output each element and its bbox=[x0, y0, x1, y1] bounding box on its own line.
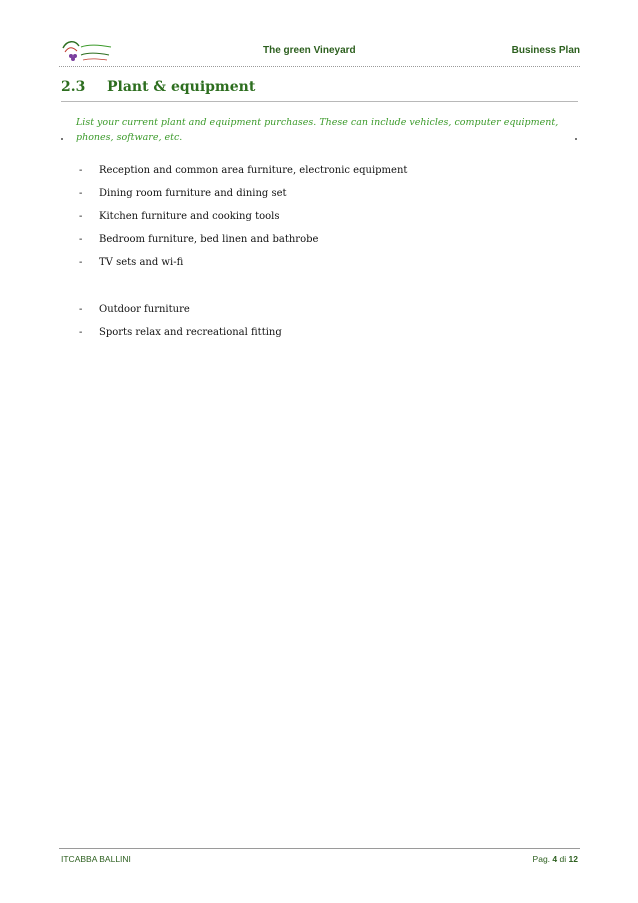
list-item-text: Sports relax and recreational fitting bbox=[99, 327, 282, 338]
page-total: 12 bbox=[568, 854, 578, 864]
bullet-dash: - bbox=[79, 211, 83, 222]
list-item bbox=[79, 325, 559, 348]
bullet-dash: - bbox=[79, 327, 83, 338]
section-number: 2.3 bbox=[61, 79, 86, 95]
header-document-type: Business Plan bbox=[511, 45, 580, 56]
footer-school-name: ITCABBA BALLINI bbox=[61, 854, 131, 864]
instruction-text: List your current plant and equipment purchases. These can include vehicles, computer equipment, phones, software, etc. bbox=[76, 117, 559, 143]
list-item-text: Outdoor furniture bbox=[99, 304, 190, 315]
section-title: Plant & equipment bbox=[107, 79, 256, 95]
bullet-dash: - bbox=[79, 165, 83, 176]
page-separator: di bbox=[559, 854, 567, 864]
list-item-text: TV sets and wi-fi bbox=[99, 257, 184, 268]
header-divider bbox=[59, 66, 580, 67]
bullet-dash: - bbox=[79, 234, 83, 245]
page-current: 4 bbox=[552, 854, 558, 864]
bullet-dash: - bbox=[79, 188, 83, 199]
list-item-text: Bedroom furniture, bed linen and bathrobe bbox=[99, 234, 319, 245]
bullet-dash: - bbox=[79, 257, 83, 268]
list-item bbox=[79, 302, 559, 325]
list-item-text: Reception and common area furniture, electronic equipment bbox=[99, 165, 408, 176]
list-item-text: Kitchen furniture and cooking tools bbox=[99, 211, 280, 222]
page-header bbox=[59, 34, 580, 66]
list-item bbox=[79, 232, 559, 255]
footer-divider bbox=[59, 848, 580, 849]
margin-mark bbox=[575, 138, 577, 140]
vineyard-logo-icon bbox=[59, 38, 115, 64]
list-item bbox=[79, 163, 559, 186]
equipment-list bbox=[79, 163, 559, 348]
list-item bbox=[79, 209, 559, 232]
list-item bbox=[79, 186, 559, 209]
page-prefix: Pag. bbox=[532, 854, 551, 864]
margin-mark bbox=[61, 138, 63, 140]
list-item-text: Dining room furniture and dining set bbox=[99, 188, 287, 199]
bullet-dash: - bbox=[79, 304, 83, 315]
header-title: The green Vineyard bbox=[263, 45, 356, 56]
list-item bbox=[79, 255, 559, 278]
page-number bbox=[533, 854, 578, 864]
section-heading bbox=[61, 79, 578, 102]
